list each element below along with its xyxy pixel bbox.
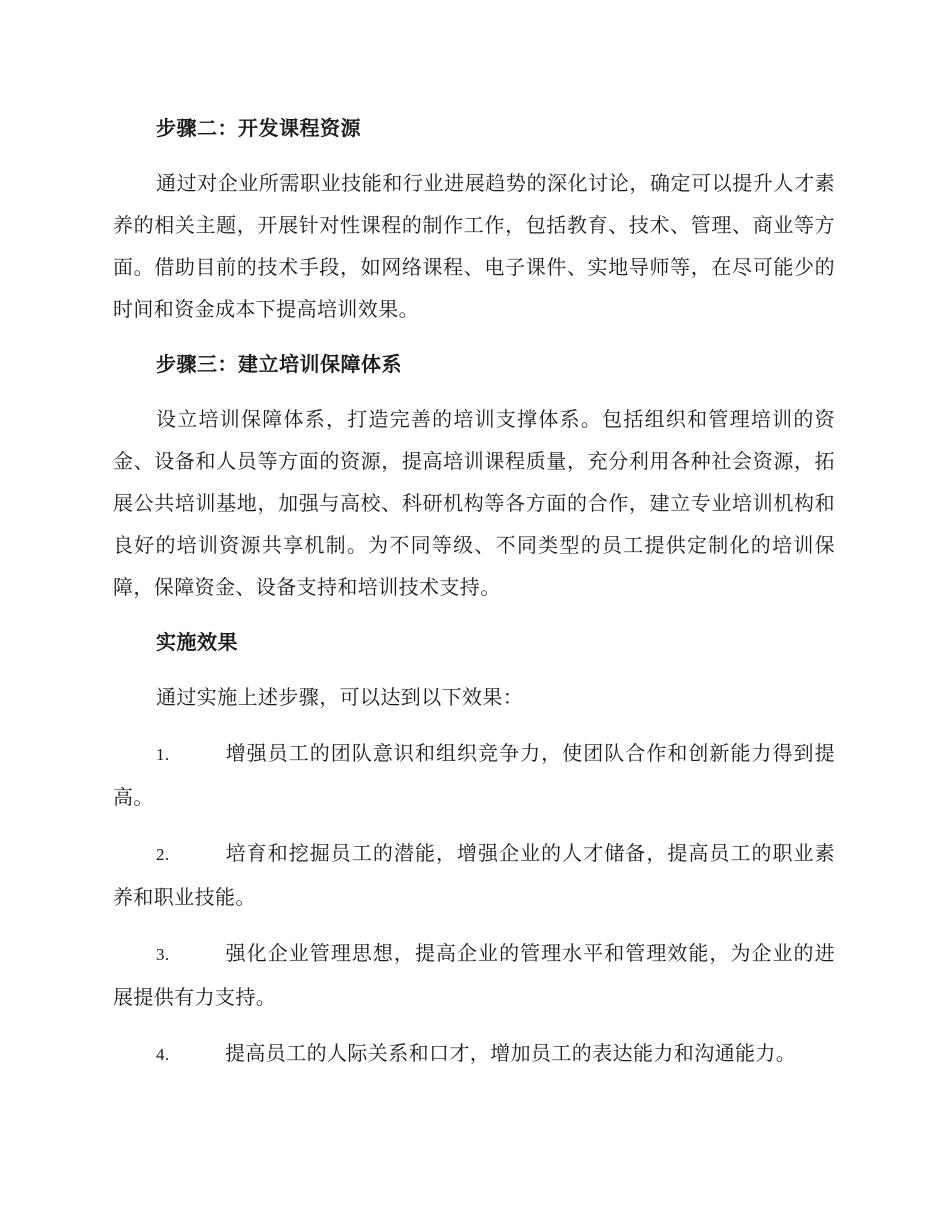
step2-heading: 步骤二：开发课程资源	[156, 116, 361, 140]
list-number: 3.	[156, 945, 170, 964]
list-number: 1.	[156, 745, 170, 764]
list-item	[113, 1032, 835, 1076]
step2-paragraph: 通过对企业所需职业技能和行业进展趋势的深化讨论，确定可以提升人才素养的相关主题，开展针对性课程的制作工作，包括教育、技术、管理、商业等方面。借助目前的技术手段，如网络课程、电子课件、实地导师等，在尽可能少的时间和资金成本下提高培训效果。	[113, 171, 835, 321]
list-text: 提高员工的人际关系和口才，增加员工的表达能力和沟通能力。	[225, 1041, 797, 1065]
list-item	[113, 732, 835, 818]
list-item	[113, 832, 835, 918]
list-text: 培育和挖掘员工的潜能，增强企业的人才储备，提高员工的职业素养和职业技能。	[113, 841, 835, 909]
document-page	[113, 108, 835, 1090]
list-text: 增强员工的团队意识和组织竞争力，使团队合作和创新能力得到提高。	[113, 741, 835, 809]
list-number: 4.	[156, 1045, 170, 1064]
step3-heading: 步骤三：建立培训保障体系	[156, 352, 402, 376]
effects-heading: 实施效果	[156, 630, 238, 654]
effects-intro: 通过实施上述步骤，可以达到以下效果：	[156, 685, 524, 709]
list-item	[113, 932, 835, 1018]
step3-paragraph: 设立培训保障体系，打造完善的培训支撑体系。包括组织和管理培训的资金、设备和人员等方面的资源，提高培训课程质量，充分利用各种社会资源，拓展公共培训基地，加强与高校、科研机构等各方面的合作，建立专业培训机构和良好的培训资源共享机制。为不同等级、不同类型的员工提供定制化的培训保障，保障资金、设备支持和培训技术支持。	[113, 407, 835, 599]
list-number: 2.	[156, 845, 170, 864]
list-text: 强化企业管理思想，提高企业的管理水平和管理效能，为企业的进展提供有力支持。	[113, 941, 835, 1009]
